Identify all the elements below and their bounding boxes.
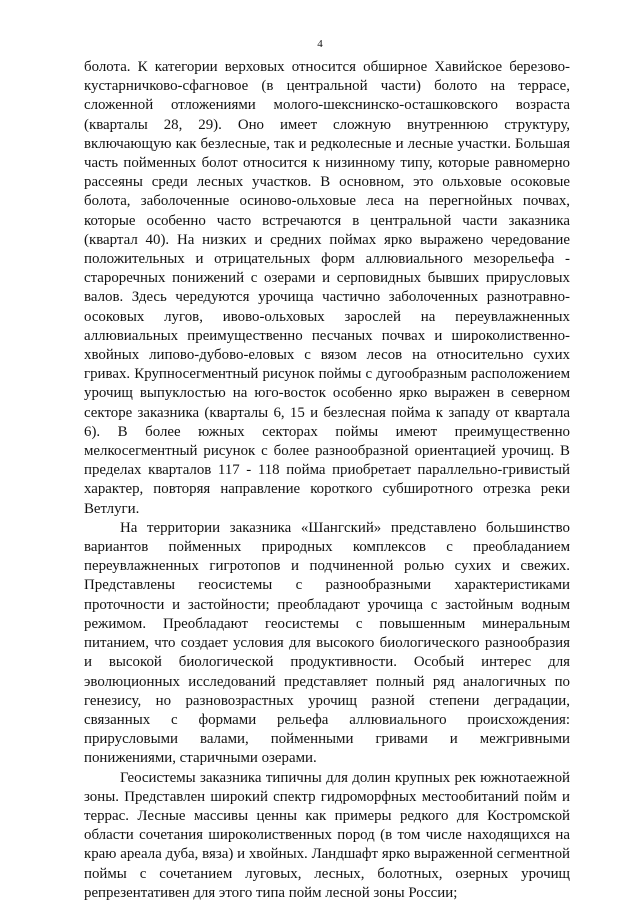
paragraph-bog-types: болота. К категории верховых относится обширное Хавийское березово-кустарничково-сфагновое (в центральной части) болото на террасе, сложенной отложениями молого-шекснинско-осташковского возраста (кварталы 28, 29). Оно имеет сложную внутреннюю структуру, включающую как безлесные, так и редколесные и лесные участки. Большая часть пойменных болот относится к низинному типу, которые равномерно рассеяны среди лесных участков. В основном, это ольховые осоковые болота, заболоченные осиново-ольховые леса на перегнойных почвах, которые особенно часто встречаются в центральной части заказника (квартал 40). На низких и средних поймах ярко выражено чередование положительных и отрицательных форм аллювиального мезорельефа - старoречных понижений с озерами и серповидных бывших прирусловых валов. Здесь чередуются урочища частично заболоченных разнотравно-осоковых лугов, ивово-ольховых зарослей на переувлажненных аллювиальных преимущественно песчаных почвах и широколиственно-хвойных липово-дубово-еловых с вязом лесов на относительно сухих гривах. Крупносегментный рисунок поймы с дугообразным расположением урочищ выпуклостью на юго-восток особенно ярко выражен в северном секторе заказника (кварталы 6, 15 и безлесная пойма к западу от квартала 6). В более южных секторах поймы имеют преимущественно мелкосегментный рисунок с более разнообразной ориентацией урочищ. В пределах кварталов 117 - 118 пойма приобретает параллельно-гривистый характер, повторяя направление короткого субширотного отрезка реки Ветлуги. bbox=[84, 59, 570, 517]
page-number: 4 bbox=[317, 38, 323, 50]
paragraph-geosystems: Геосистемы заказника типичны для долин крупных рек южнотаежной зоны. Представлен широкий спектр гидроморфных местообитаний пойм и террас. Лесные массивы ценны как примеры редкого для Костромской области сочетания широколиственных пород (в том числе находящихся на краю ареала дуба, вяза) и хвойных. Ландшафт ярко выраженной сегментной поймы с сочетанием луговых, лесных, болотных, озерных урочищ репрезентативен для этого типа пойм лесной зоны России; bbox=[84, 769, 570, 901]
paragraph-floodplain-complexes: На территории заказника «Шангский» представлено большинство вариантов пойменных природных комплексов с преобладанием переувлажненных гигротопов и подчиненной ролью сухих и свежих. Представлены геосистемы с разнообразными характеристиками проточности и застойности; преобладают урочища с застойным водным режимом. Преобладают геосистемы с повышенным минеральным питанием, что создает условия для высокого биологического разнообразия и высокой биологической продуктивности. Особый интерес для эволюционных исследований представляет полный ряд аналогичных по генезису, но разновозрастных урочищ разной степени деградации, связанных с формами рельефа аллювиального происхождения: прирусловыми валами, пойменными гривами и межгривными понижениями, старичными озерами. bbox=[84, 519, 570, 767]
body-text bbox=[84, 58, 570, 903]
